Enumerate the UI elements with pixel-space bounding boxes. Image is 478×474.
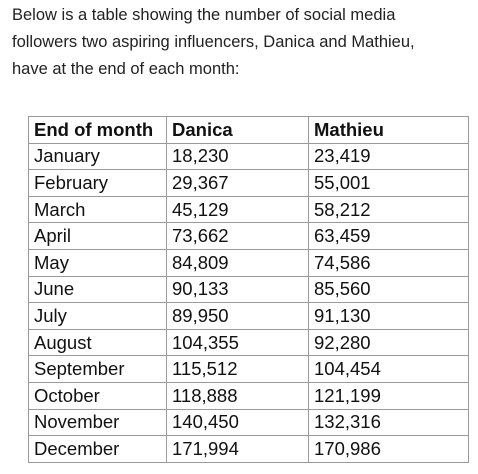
intro-line-2: followers two aspiring influencers, Danica and Mathieu, (12, 33, 415, 51)
cell-month: January (29, 143, 167, 170)
cell-danica: 118,888 (167, 382, 309, 409)
cell-month: October (29, 382, 167, 409)
column-header-mathieu: Mathieu (309, 117, 469, 144)
table-row (29, 356, 469, 383)
cell-mathieu: 85,560 (309, 276, 469, 303)
cell-mathieu: 58,212 (309, 196, 469, 223)
table-row (29, 170, 469, 197)
table-row (29, 382, 469, 409)
cell-mathieu: 91,130 (309, 303, 469, 330)
cell-danica: 29,367 (167, 170, 309, 197)
cell-mathieu: 121,199 (309, 382, 469, 409)
table-row (29, 436, 469, 463)
cell-danica: 90,133 (167, 276, 309, 303)
cell-month: April (29, 223, 167, 250)
cell-danica: 84,809 (167, 249, 309, 276)
cell-month: February (29, 170, 167, 197)
cell-danica: 89,950 (167, 303, 309, 330)
cell-month: September (29, 356, 167, 383)
intro-line-1: Below is a table showing the number of social media (12, 6, 396, 24)
cell-month: August (29, 329, 167, 356)
cell-mathieu: 63,459 (309, 223, 469, 250)
cell-month: July (29, 303, 167, 330)
cell-mathieu: 92,280 (309, 329, 469, 356)
cell-danica: 171,994 (167, 436, 309, 463)
table-row (29, 249, 469, 276)
cell-danica: 45,129 (167, 196, 309, 223)
cell-mathieu: 104,454 (309, 356, 469, 383)
intro-paragraph (12, 2, 472, 83)
cell-danica: 73,662 (167, 223, 309, 250)
table-row (29, 303, 469, 330)
table-body (29, 143, 469, 462)
intro-line-3: have at the end of each month: (12, 60, 240, 78)
table-row (29, 143, 469, 170)
cell-mathieu: 55,001 (309, 170, 469, 197)
table-row (29, 196, 469, 223)
cell-month: November (29, 409, 167, 436)
cell-mathieu: 23,419 (309, 143, 469, 170)
cell-danica: 115,512 (167, 356, 309, 383)
table-row (29, 409, 469, 436)
cell-month: March (29, 196, 167, 223)
table-row (29, 329, 469, 356)
cell-danica: 18,230 (167, 143, 309, 170)
cell-danica: 140,450 (167, 409, 309, 436)
table-header-row (29, 117, 469, 144)
cell-month: June (29, 276, 167, 303)
table-row (29, 223, 469, 250)
cell-mathieu: 170,986 (309, 436, 469, 463)
table-row (29, 276, 469, 303)
column-header-danica: Danica (167, 117, 309, 144)
cell-month: December (29, 436, 167, 463)
cell-mathieu: 132,316 (309, 409, 469, 436)
column-header-month: End of month (29, 117, 167, 144)
cell-danica: 104,355 (167, 329, 309, 356)
followers-table (28, 116, 469, 463)
cell-mathieu: 74,586 (309, 249, 469, 276)
cell-month: May (29, 249, 167, 276)
